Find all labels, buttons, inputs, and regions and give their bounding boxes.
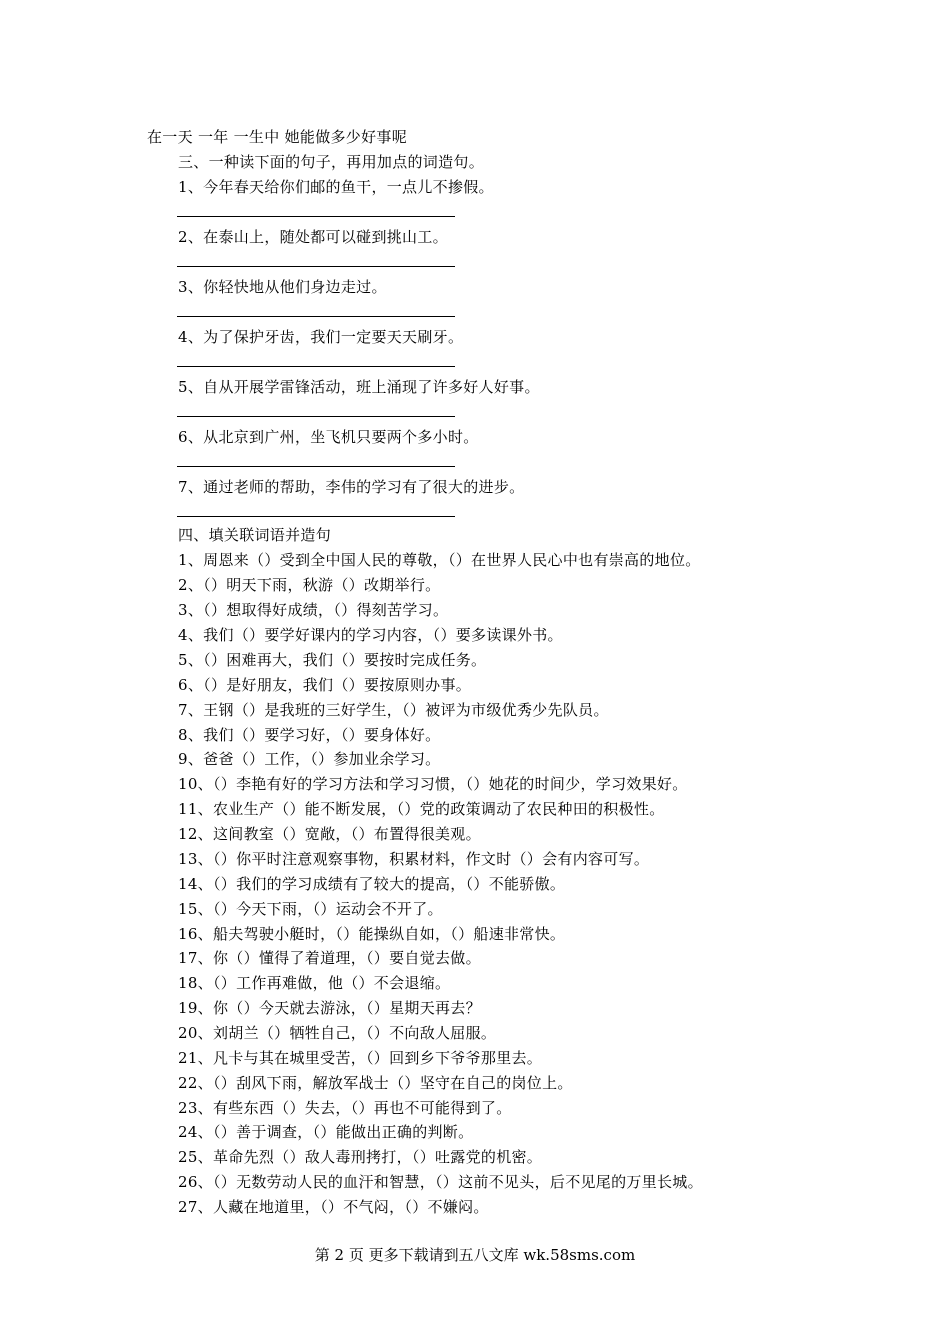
section4-item: 15、（）今天下雨，（）运动会不开了。 (178, 900, 443, 918)
section4-item: 9、爸爸（）工作，（）参加业余学习。 (178, 750, 441, 768)
answer-blank-7 (177, 516, 455, 517)
answer-blank-2 (177, 266, 455, 267)
section4-item: 4、我们（）要学好课内的学习内容，（）要多读课外书。 (178, 626, 563, 644)
answer-blank-5 (177, 416, 455, 417)
section3-item-7: 7、通过老师的帮助，李伟的学习有了很大的进步。 (178, 478, 525, 496)
section4-item: 25、革命先烈（）敌人毒刑拷打，（）吐露党的机密。 (178, 1148, 543, 1166)
section4-item: 27、人藏在地道里，（）不气闷，（）不嫌闷。 (178, 1198, 489, 1216)
section4-item: 16、船夫驾驶小艇时，（）能操纵自如，（）船速非常快。 (178, 925, 566, 943)
section4-item: 20、刘胡兰（）牺牲自己，（）不向敌人屈服。 (178, 1024, 497, 1042)
section4-item: 23、有些东西（）失去，（）再也不可能得到了。 (178, 1099, 512, 1117)
section4-item: 12、这间教室（）宽敞，（）布置得很美观。 (178, 825, 481, 843)
page-footer: 第 2 页 更多下载请到五八文库 wk.58sms.com (314, 1246, 636, 1264)
section3-item-6: 6、从北京到广州，坐飞机只要两个多小时。 (178, 428, 479, 446)
section4-item: 19、你（）今天就去游泳，（）星期天再去？ (178, 999, 481, 1017)
intro-text: 在一天 一年 一生中 她能做多少好事呢 (147, 128, 408, 146)
section4-item: 24、（）善于调查，（）能做出正确的判断。 (178, 1123, 474, 1141)
section4-item: 2、（）明天下雨，秋游（）改期举行。 (178, 576, 441, 594)
answer-blank-1 (177, 216, 455, 217)
section4-item: 10、（）李艳有好的学习方法和学习习惯，（）她花的时间少，学习效果好。 (178, 775, 688, 793)
section3-heading: 三、一种读下面的句子，再用加点的词造句。 (178, 153, 485, 171)
section4-item: 5、（）困难再大，我们（）要按时完成任务。 (178, 651, 487, 669)
section4-item: 14、（）我们的学习成绩有了较大的提高，（）不能骄傲。 (178, 875, 566, 893)
section4-item: 1、周恩来（）受到全中国人民的尊敬，（）在世界人民心中也有崇高的地位。 (178, 551, 701, 569)
section3-item-1: 1、今年春天给你们邮的鱼干，一点儿不掺假。 (178, 178, 494, 196)
answer-blank-3 (177, 316, 455, 317)
section3-item-2: 2、在泰山上，随处都可以碰到挑山工。 (178, 228, 448, 246)
section4-item: 26、（）无数劳动人民的血汗和智慧，（）这前不见头，后不见尾的万里长城。 (178, 1173, 703, 1191)
section3-item-4: 4、为了保护牙齿，我们一定要天天刷牙。 (178, 328, 464, 346)
section4-item: 3、（）想取得好成绩，（）得刻苦学习。 (178, 601, 449, 619)
section4-item: 11、农业生产（）能不断发展，（）党的政策调动了农民种田的积极性。 (178, 800, 665, 818)
section4-heading: 四、填关联词语并造句 (178, 526, 332, 544)
answer-blank-4 (177, 366, 455, 367)
section3-item-3: 3、你轻快地从他们身边走过。 (178, 278, 387, 296)
section4-item: 13、（）你平时注意观察事物，积累材料，作文时（）会有内容可写。 (178, 850, 650, 868)
section4-item: 17、你（）懂得了着道理，（）要自觉去做。 (178, 949, 481, 967)
section4-item: 7、王钢（）是我班的三好学生，（）被评为市级优秀少先队员。 (178, 701, 609, 719)
answer-blank-6 (177, 466, 455, 467)
section4-item: 6、（）是好朋友，我们（）要按原则办事。 (178, 676, 472, 694)
section4-item: 8、我们（）要学习好，（）要身体好。 (178, 726, 441, 744)
section4-item: 18、（）工作再难做，他（）不会退缩。 (178, 974, 451, 992)
section3-item-5: 5、自从开展学雷锋活动，班上涌现了许多好人好事。 (178, 378, 540, 396)
section4-item: 22、（）刮风下雨，解放军战士（）坚守在自己的岗位上。 (178, 1074, 573, 1092)
section4-item: 21、凡卡与其在城里受苦，（）回到乡下爷爷那里去。 (178, 1049, 543, 1067)
